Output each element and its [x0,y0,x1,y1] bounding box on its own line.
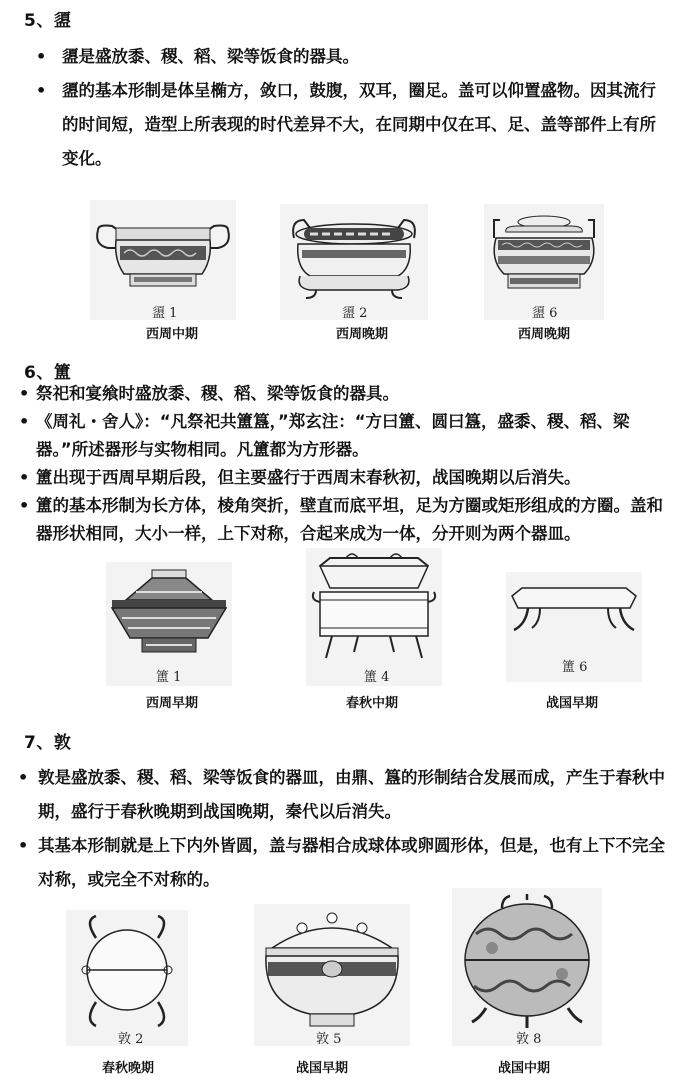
list-item: • 簠的基本形制为长方体，棱角突折，壁直而底平坦，足为方圈或矩形组成的方圈。盖和器形状相同，大小一样，上下对称，合起来成为一体，分开则为两个器皿。 [36,492,678,548]
list-item: • 其基本形制就是上下内外皆圆，盖与器相合成球体或卵圆形体，但是，也有上下不完全对称，或完全不对称的。 [38,829,668,897]
dui-5-figure [254,904,410,1046]
section-6-title: 6、簠 [24,363,72,383]
figure-label: 敦 5 [316,1032,342,1047]
dui-vessel-illustration [452,888,602,1046]
list-item: • 敦是盛放黍、稷、稻、梁等饭食的器皿，由鼎、簋的形制结合发展而成，产生于春秋中期，盛行于春秋晚期到战国晚期，秦代以后消失。 [38,761,668,829]
bullet-dot-icon: • [19,384,30,403]
dui-vessel-illustration [254,904,410,1046]
figure-label: 敦 8 [516,1032,542,1047]
list-item: • 《周礼・舍人》：“凡祭祀共簠簋，”郑玄注：“方曰簠、圆曰簋，盛黍、稷、稻、梁器。”所述器形与实物相同。凡簠都为方形器。 [36,408,678,464]
dui-vessel-illustration [66,910,188,1046]
figure-caption: 春秋中期 [345,696,398,711]
bullet-dot-icon: • [19,412,30,431]
fu-4-figure [306,548,442,686]
fu-6-figure [506,572,642,682]
figure-label: 盨 1 [152,306,178,321]
fu-1-figure [106,562,232,686]
bullet-dot-icon: • [18,768,29,787]
figure-caption: 春秋晚期 [101,1061,154,1076]
figure-label: 簠 4 [364,670,390,685]
figure-label: 簠 6 [562,660,588,675]
section-5-title: 5、盨 [24,11,72,31]
section-7-bullets [18,761,668,897]
bullet-dot-icon: • [36,81,47,100]
xu-2-figure [280,204,428,320]
figure-caption: 战国早期 [545,696,598,711]
bullet-dot-icon: • [19,468,30,487]
list-item: • 祭祀和宴飨时盛放黍、稷、稻、梁等饭食的器具。 [36,380,678,408]
figure-label: 簠 1 [156,670,182,685]
list-item: • 盨是盛放黍、稷、稻、梁等饭食的器具。 [62,40,672,74]
figure-label: 盨 6 [532,306,558,321]
figure-label: 盨 2 [342,306,368,321]
xu-6-figure [484,204,604,320]
figure-caption: 西周中期 [145,327,198,342]
dui-8-figure [452,888,602,1046]
figure-caption: 战国早期 [295,1061,348,1076]
xu-1-figure [90,200,236,320]
section-6-bullets [19,380,678,548]
dui-2-figure [66,910,188,1046]
figure-caption: 西周晚期 [335,327,388,342]
section-7-title: 7、敦 [24,733,72,753]
bullet-dot-icon: • [36,47,47,66]
figure-label: 敦 2 [118,1032,144,1047]
section-5-bullets [36,40,672,176]
list-item: • 盨的基本形制是体呈椭方，敛口，鼓腹，双耳，圈足。盖可以仰置盛物。因其流行的时间短，造型上所表现的时代差异不大，在同期中仅在耳、足、盖等部件上有所变化。 [62,74,672,176]
list-item: • 簠出现于西周早期后段，但主要盛行于西周末春秋初，战国晚期以后消失。 [36,464,678,492]
figure-caption: 西周早期 [145,696,198,711]
bullet-dot-icon: • [19,496,30,515]
bullet-dot-icon: • [18,836,29,855]
figure-caption: 战国中期 [497,1061,550,1076]
figure-caption: 西周晚期 [517,327,570,342]
